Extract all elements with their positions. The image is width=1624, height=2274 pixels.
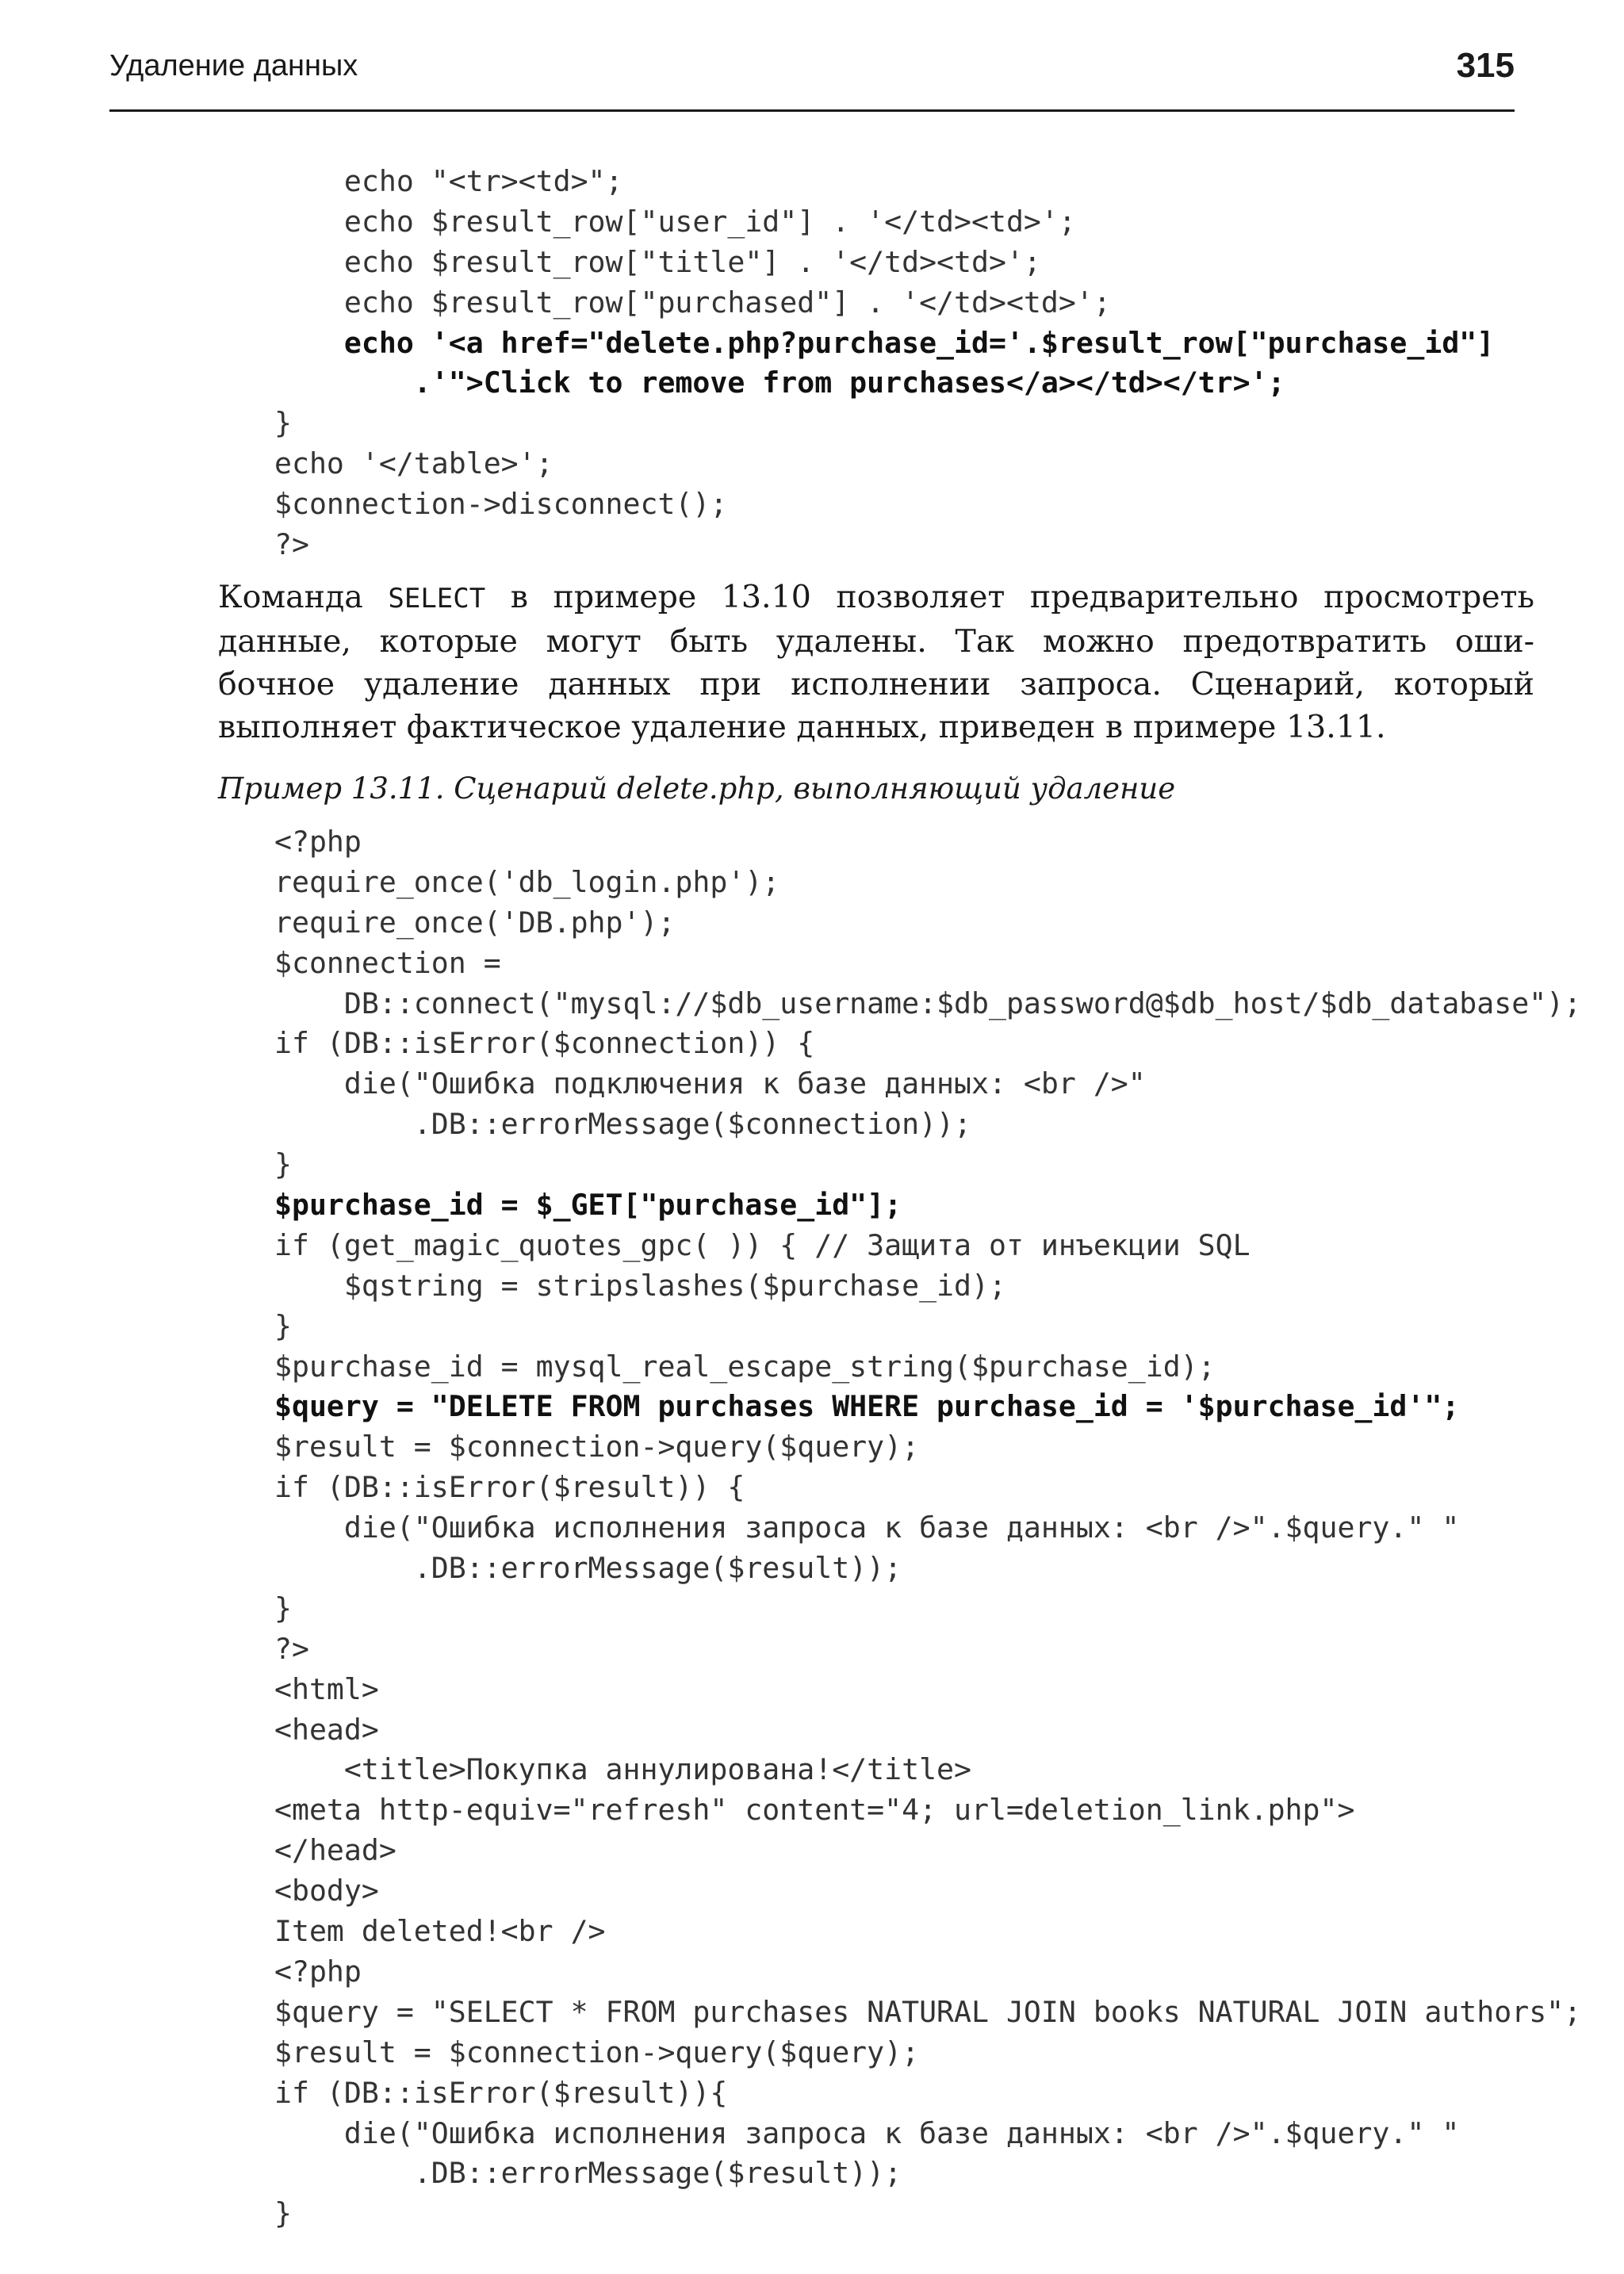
page-header — [109, 46, 1515, 112]
code-line: $result = $connection->query($query); — [274, 2035, 920, 2069]
code-line: <body> — [274, 1874, 379, 1908]
code-line: <?php — [274, 825, 362, 859]
code-line: DB::connect("mysql://$db_username:$db_password@$db_host/$db_database"); — [274, 986, 1582, 1020]
inline-code-select: SELECT — [388, 583, 486, 614]
example-caption: Пример 13.11. Сценарий delete.php, выполняющий удаление — [218, 771, 1176, 806]
code-line: require_once('db_login.php'); — [274, 864, 780, 899]
code-line: <html> — [274, 1671, 379, 1706]
code-line: $query = "DELETE FROM purchases WHERE purchase_id = '$purchase_id'"; — [274, 1389, 1460, 1424]
code-line: echo $result_row["purchased"] . '</td><td>'; — [274, 285, 1111, 320]
code-line: echo '<a href="delete.php?purchase_id='.$result_row["purchase_id"] — [274, 325, 1495, 360]
code-line: die("Ошибка подключения к базе данных: <br />" — [274, 1066, 1146, 1101]
code-line: $connection = — [274, 945, 501, 980]
code-line: </head> — [274, 1833, 396, 1868]
code-line: <title>Покупка аннулирована!</title> — [274, 1752, 971, 1787]
code-line: } — [274, 1147, 292, 1182]
code-listing-bottom — [274, 822, 1581, 2234]
code-line: } — [274, 1591, 292, 1625]
code-line: $qstring = stripslashes($purchase_id); — [274, 1268, 1006, 1303]
code-line: echo '</table>'; — [274, 446, 553, 481]
code-line: <head> — [274, 1712, 379, 1747]
code-line: echo $result_row["user_id"] . '</td><td>'; — [274, 204, 1076, 239]
code-line: $result = $connection->query($query); — [274, 1430, 920, 1464]
paragraph-line-1 — [218, 576, 1534, 620]
paragraph-line-2: данные, которые могут быть удалены. Так можно предотвратить оши- — [218, 623, 1534, 660]
code-line: if (DB::isError($connection)) { — [274, 1026, 815, 1061]
code-listing-top — [274, 162, 1494, 565]
code-line: .DB::errorMessage($connection)); — [274, 1107, 971, 1142]
code-line: $connection->disconnect(); — [274, 487, 728, 522]
code-line: if (DB::isError($result)) { — [274, 1470, 745, 1505]
running-title: Удаление данных — [109, 49, 358, 82]
page-number: 315 — [1456, 46, 1515, 85]
code-line: .'">Click to remove from purchases</a></td></tr>'; — [274, 366, 1285, 400]
paragraph-pre: Команда — [218, 579, 389, 615]
code-line: $query = "SELECT * FROM purchases NATURAL JOIN books NATURAL JOIN authors"; — [274, 1994, 1582, 2029]
code-line: .DB::errorMessage($result)); — [274, 1551, 902, 1586]
code-line: if (DB::isError($result)){ — [274, 2075, 728, 2110]
paragraph-line-4: выполняет фактическое удаление данных, приведен в примере 13.11. — [218, 709, 1386, 745]
code-line: $purchase_id = $_GET["purchase_id"]; — [274, 1188, 902, 1223]
code-line: } — [274, 406, 292, 441]
code-line: ?> — [274, 1631, 309, 1666]
code-line: die("Ошибка исполнения запроса к базе данных: <br />".$query." " — [274, 2115, 1460, 2150]
paragraph-line-3: бочное удаление данных при исполнении запроса. Сценарий, который — [218, 666, 1534, 702]
code-line: if (get_magic_quotes_gpc( )) { // Защита от инъекции SQL — [274, 1227, 1251, 1262]
code-line: die("Ошибка исполнения запроса к базе данных: <br />".$query." " — [274, 1510, 1460, 1545]
code-line: } — [274, 2196, 292, 2231]
code-line: .DB::errorMessage($result)); — [274, 2156, 902, 2191]
body-paragraph — [218, 576, 1534, 748]
paragraph-line1-rest: в примере 13.10 позволяет предварительно просмотреть — [485, 579, 1534, 615]
code-line: ?> — [274, 527, 309, 562]
code-line: Item deleted!<br /> — [274, 1914, 606, 1949]
code-line: <meta http-equiv="refresh" content="4; url=deletion_link.php"> — [274, 1793, 1355, 1828]
code-line: } — [274, 1308, 292, 1343]
code-line: $purchase_id = mysql_real_escape_string($purchase_id); — [274, 1349, 1216, 1384]
code-line: require_once('DB.php'); — [274, 905, 676, 940]
code-line: echo $result_row["title"] . '</td><td>'; — [274, 244, 1041, 279]
code-line: echo "<tr><td>"; — [274, 164, 623, 198]
code-line: <?php — [274, 1954, 362, 1989]
